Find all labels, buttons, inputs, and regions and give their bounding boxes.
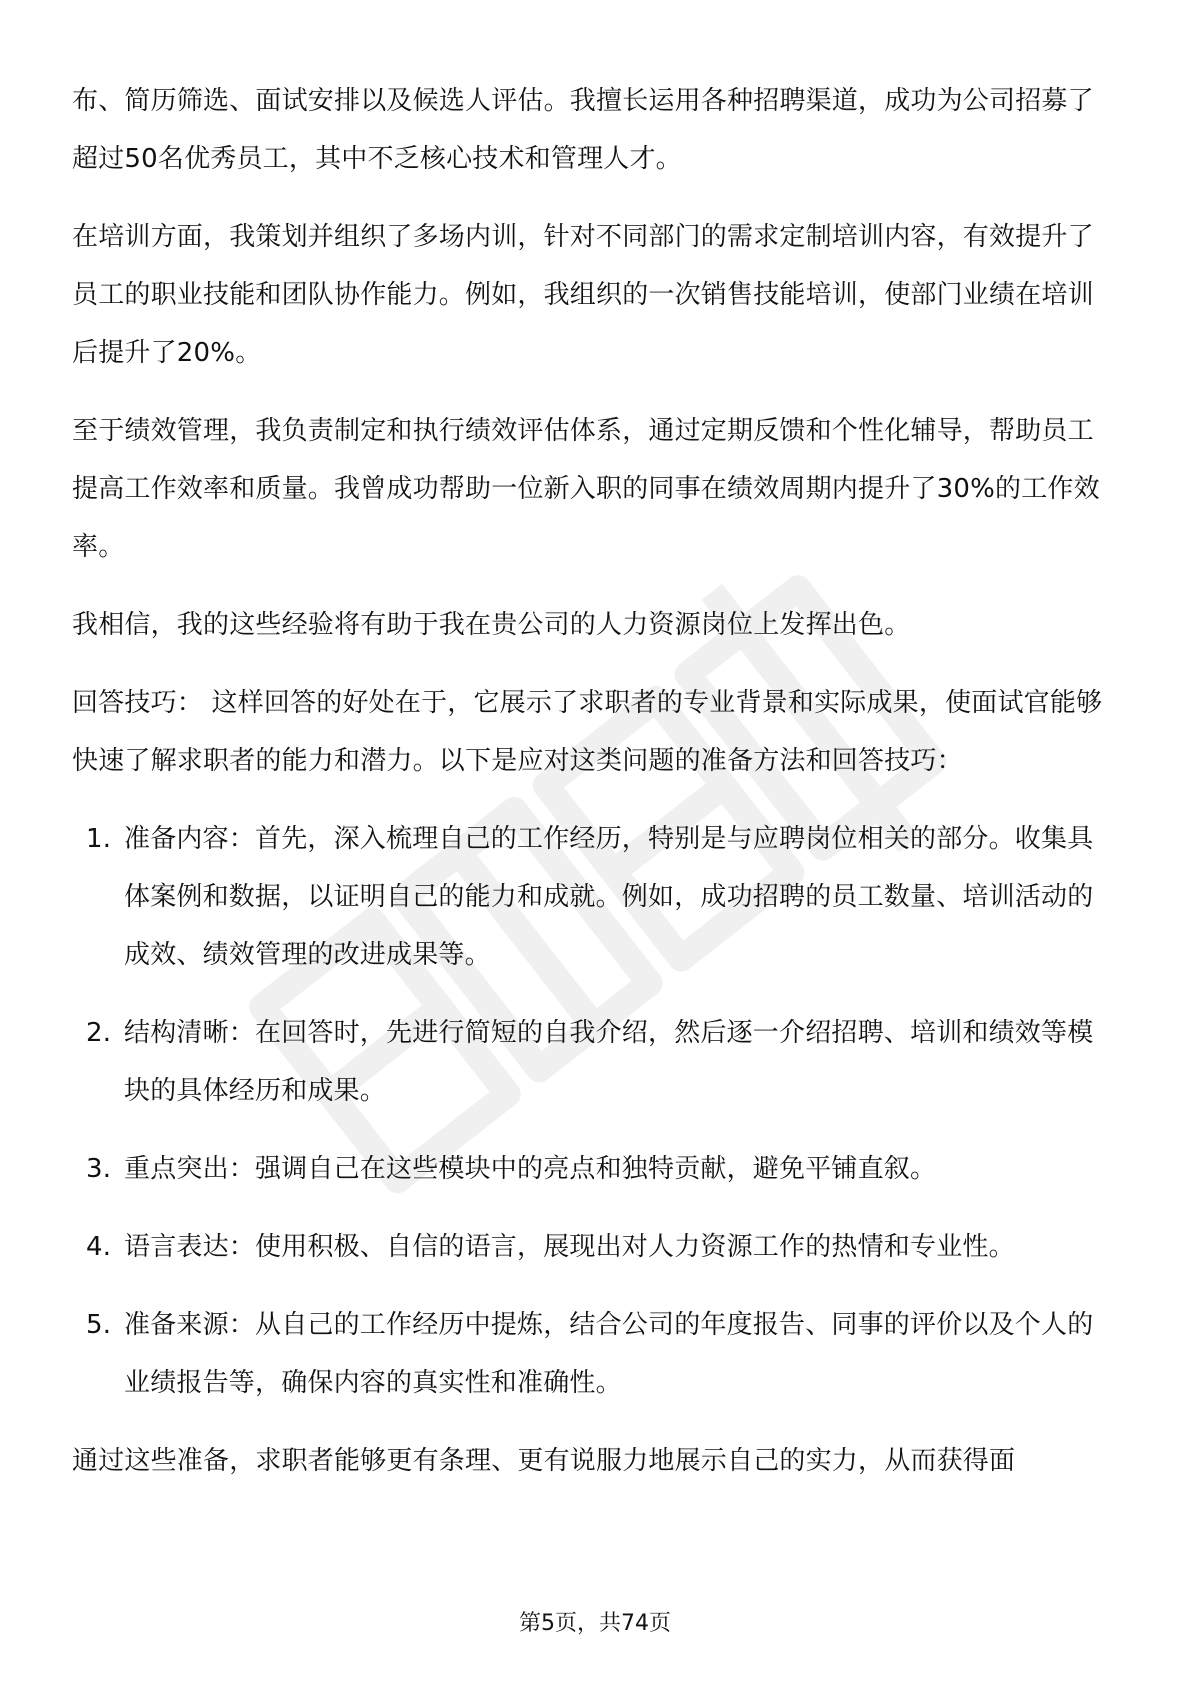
paragraph-performance: 至于绩效管理，我负责制定和执行绩效评估体系，通过定期反馈和个性化辅导，帮助员工提高工作效率和质量。我曾成功帮助一位新入职的同事在绩效周期内提升了30%的工作效率。 (72, 416, 1100, 562)
page-number-footer: 第5页，共74页 (519, 1611, 671, 1636)
list-item (72, 1140, 1118, 1198)
paragraph-closing: 通过这些准备，求职者能够更有条理、更有说服力地展示自己的实力，从而获得面 (72, 1446, 1016, 1476)
list-item-number: 4. (86, 1232, 112, 1262)
paragraph-recruiting: 布、简历筛选、面试安排以及候选人评估。我擅长运用各种招聘渠道，成功为公司招募了超过50名优秀员工，其中不乏核心技术和管理人才。 (72, 86, 1094, 174)
list-item (72, 1218, 1118, 1276)
list-item-number: 3. (86, 1154, 112, 1184)
main-content (72, 72, 1118, 1510)
list-item-number: 1. (86, 824, 112, 854)
list-item-text: 重点突出：强调自己在这些模块中的亮点和独特贡献，避免平铺直叙。 (124, 1154, 937, 1184)
paragraph-training: 在培训方面，我策划并组织了多场内训，针对不同部门的需求定制培训内容，有效提升了员工的职业技能和团队协作能力。例如，我组织的一次销售技能培训，使部门业绩在培训后提升了20%。 (72, 222, 1094, 368)
list-item (72, 810, 1118, 984)
list-item-text: 准备内容：首先，深入梳理自己的工作经历，特别是与应聘岗位相关的部分。收集具体案例和数据，以证明自己的能力和成就。例如，成功招聘的员工数量、培训活动的成效、绩效管理的改进成果等。 (124, 824, 1094, 970)
list-item (72, 1296, 1118, 1412)
list-item-text: 结构清晰：在回答时，先进行简短的自我介绍，然后逐一介绍招聘、培训和绩效等模块的具体经历和成果。 (124, 1018, 1094, 1106)
list-item-number: 2. (86, 1018, 112, 1048)
list-item-text: 语言表达：使用积极、自信的语言，展现出对人力资源工作的热情和专业性。 (124, 1232, 1015, 1262)
tips-list (72, 810, 1118, 1412)
paragraph-answer-tips: 回答技巧： 这样回答的好处在于，它展示了求职者的专业背景和实际成果，使面试官能够快速了解求职者的能力和潜力。以下是应对这类问题的准备方法和回答技巧： (72, 688, 1103, 776)
list-item-number: 5. (86, 1310, 112, 1340)
list-item (72, 1004, 1118, 1120)
list-item-text: 准备来源：从自己的工作经历中提炼，结合公司的年度报告、同事的评价以及个人的业绩报告等，确保内容的真实性和准确性。 (124, 1310, 1094, 1398)
paragraph-belief: 我相信，我的这些经验将有助于我在贵公司的人力资源岗位上发挥出色。 (72, 610, 911, 640)
